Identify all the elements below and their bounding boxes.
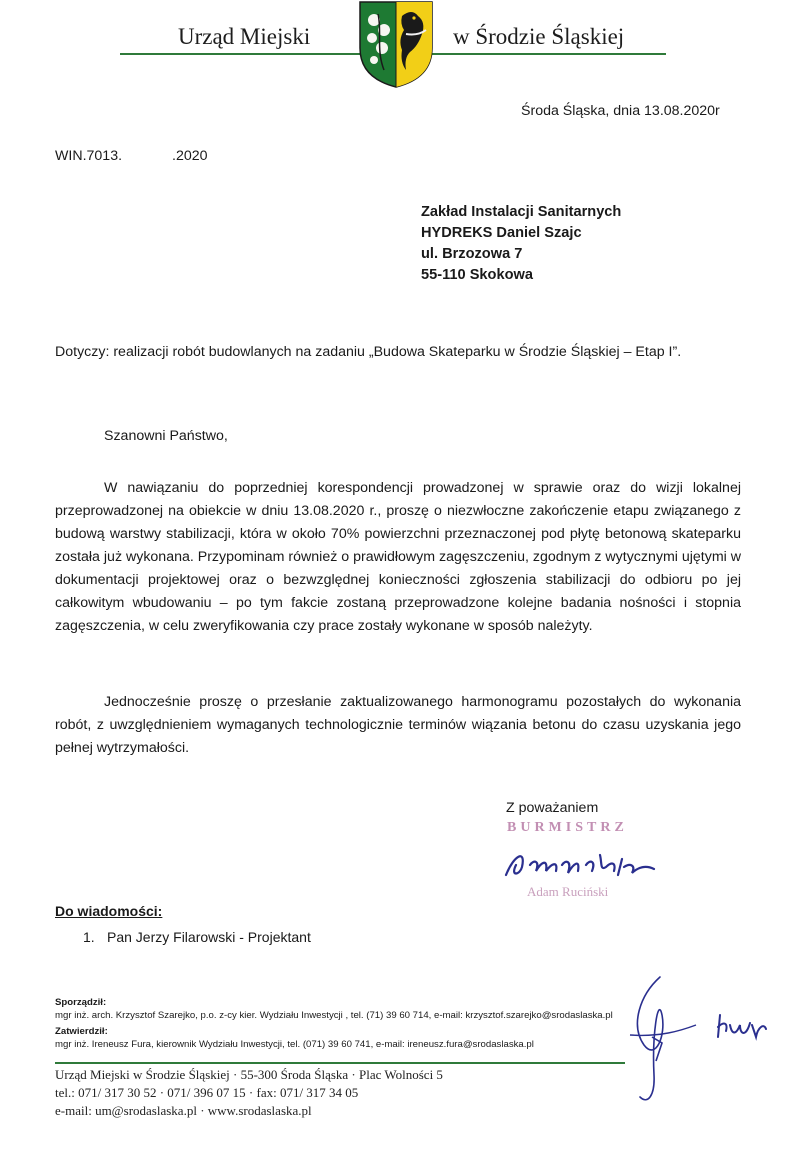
body-paragraph: W nawiązaniu do poprzedniej korespondencji prowadzonej w sprawie oraz do wizji lokalnej przeprowadzonej na obiekcie w dniu 13.08.2020 r., proszę o niezwłoczne zakończenie etapu związanego z budową warstwy stabilizacji, która w około 70% powierzchni przeznaczonej pod płytę betonową skateparku została już wykonana. Przypominam również o prawidłowym zagęszczeniu, zgodnym z wytycznymi ujętymi w dokumentacji projektowej oraz o bezwzględnej konieczności zgłoszenia stabilizacji do odbioru po jej całkowitym wbudowaniu – po tym fakcie zostaną przeprowadzone kolejne badania nośności i stopnia zagęszczenia, w celu zweryfikowania czy prace zostały wykonane w sposób należyty. — [55, 480, 741, 634]
footer-rule — [55, 1062, 625, 1064]
cc-heading: Do wiadomości: — [55, 903, 163, 919]
handwritten-initials — [600, 965, 790, 1115]
case-reference-prefix: WIN.7013. — [55, 148, 123, 164]
recipient-line: Zakład Instalacji Sanitarnych — [421, 204, 622, 220]
cc-item-text: Pan Jerzy Filarowski - Projektant — [107, 929, 311, 945]
body-paragraph: Jednocześnie proszę o przesłanie zaktualizowanego harmonogramu pozostałych do wykonania robót, z uwzględnieniem wymaganych technologicznie terminów wiązania betonu do czasu uzyskania jego pełnej wytrzymałości. — [55, 694, 741, 756]
stamp-title: BURMISTRZ — [507, 820, 628, 835]
footer-phones: tel.: 071/ 317 30 52 · 071/ 396 07 15 · fax: 071/ 317 34 05 — [55, 1085, 359, 1100]
salutation: Szanowni Państwo, — [104, 428, 228, 444]
footer-address: Urząd Miejski w Środzie Śląskiej · 55-300 Środa Śląska · Plac Wolności 5 — [55, 1067, 443, 1082]
approved-by-label: Zatwierdził: — [55, 1026, 108, 1037]
cc-item-number: 1. — [83, 929, 95, 945]
closing-phrase: Z poważaniem — [506, 800, 599, 816]
recipient-line: HYDREKS Daniel Szajc — [421, 225, 582, 241]
recipient-line: ul. Brzozowa 7 — [421, 246, 523, 262]
approved-by-details: mgr inż. Ireneusz Fura, kierownik Wydziału Inwestycji, tel. (071) 39 60 741, e-mail: ireneusz.fura@srodaslaska.pl — [55, 1039, 534, 1050]
recipient-line: 55-110 Skokowa — [421, 267, 533, 283]
stamp-name: Adam Ruciński — [527, 884, 609, 899]
footer-contact: e-mail: um@srodaslaska.pl · www.srodaslaska.pl — [55, 1103, 312, 1118]
cc-list-item — [83, 929, 311, 945]
prepared-by-details: mgr inż. arch. Krzysztof Szarejko, p.o. z-cy kier. Wydziału Inwestycji , tel. (71) 39 60 714, e-mail: krzysztof.szarejko@srodaslaska.pl — [55, 1010, 613, 1021]
letter-subject: Dotyczy: realizacji robót budowlanych na zadaniu „Budowa Skateparku w Środzie Śląskiej – Etap I”. — [55, 344, 682, 360]
case-reference-year: .2020 — [172, 148, 208, 164]
recipient-address — [421, 202, 621, 286]
header-office-name: Urząd Miejski — [178, 24, 311, 49]
eagle-crest-icon — [352, 0, 440, 88]
letter-date: Środa Śląska, dnia 13.08.2020r — [521, 103, 720, 119]
prepared-by-label: Sporządził: — [55, 997, 107, 1008]
header-town-name: w Środzie Śląskiej — [453, 24, 625, 49]
